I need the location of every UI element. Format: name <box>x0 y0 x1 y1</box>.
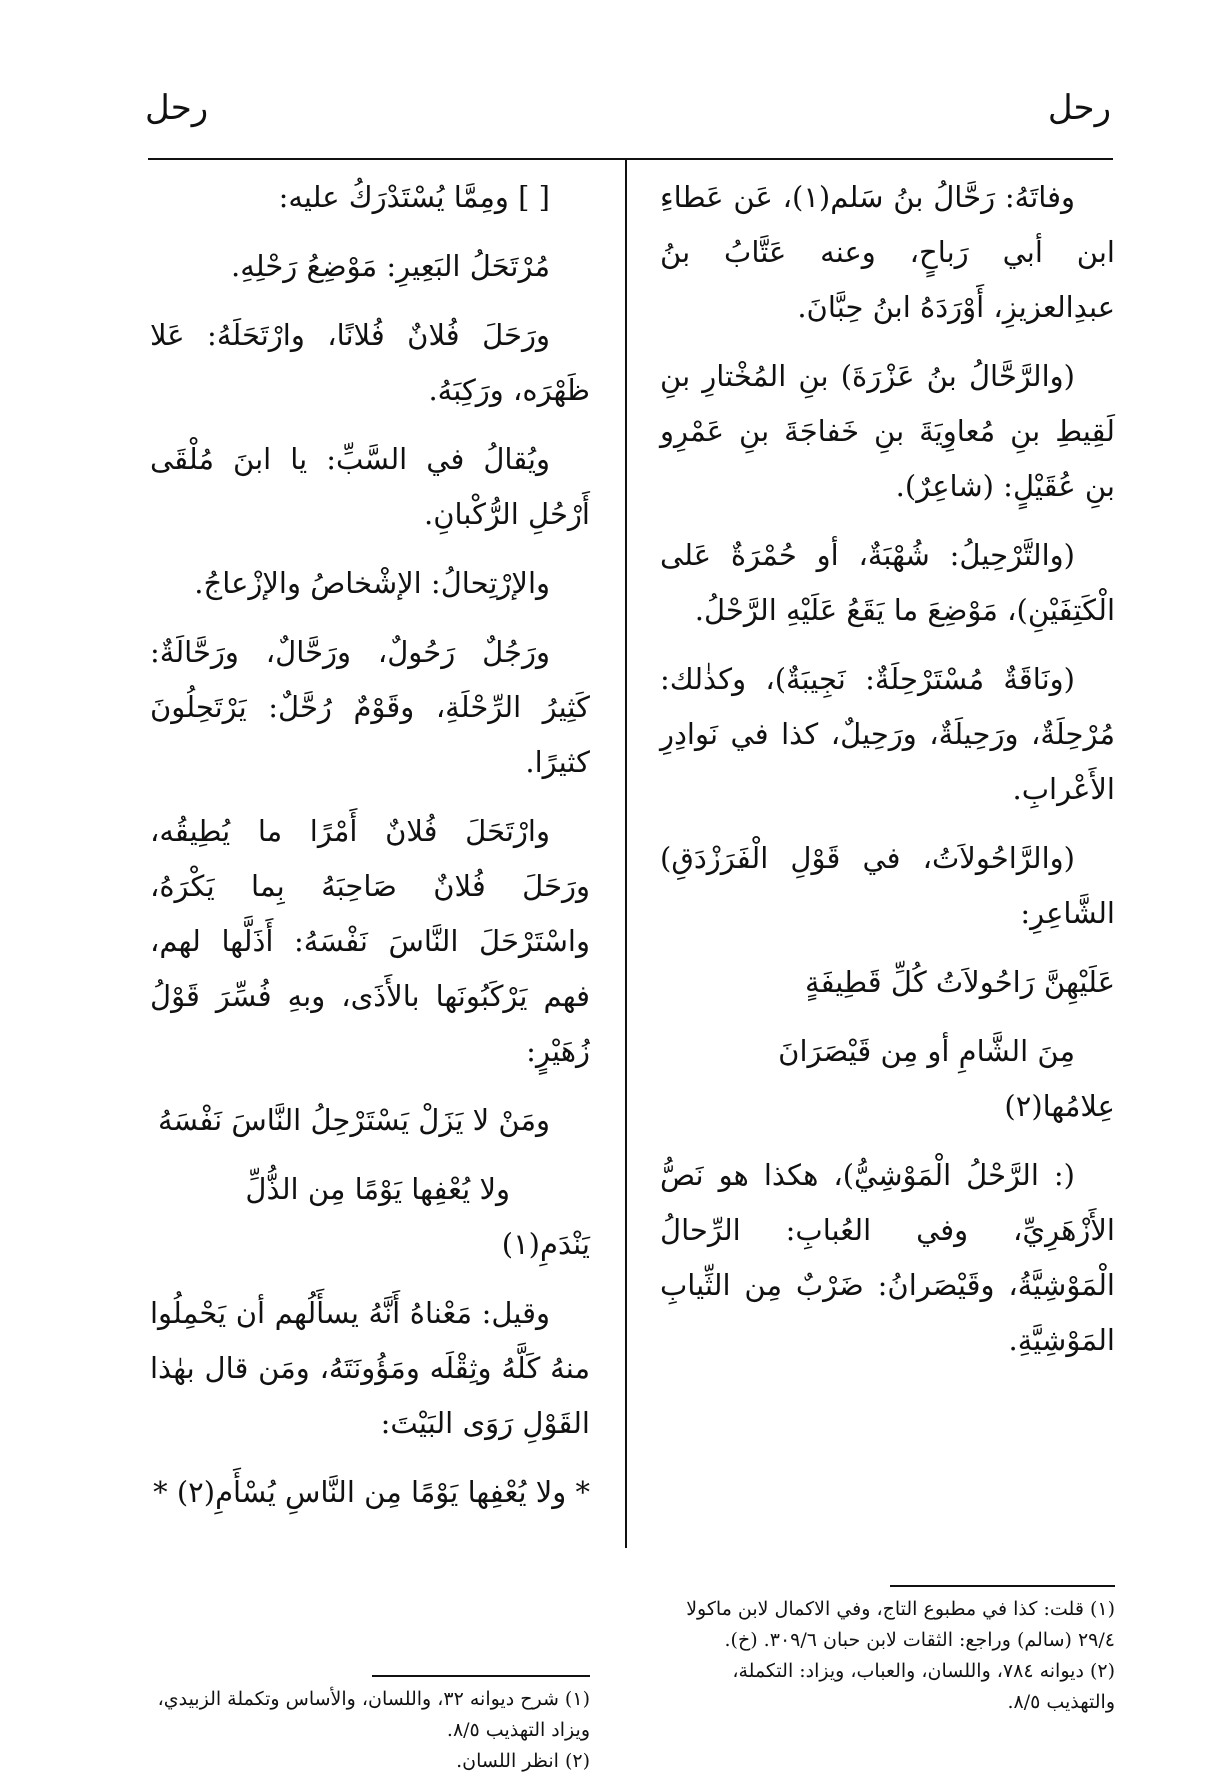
footnote-rule-left <box>372 1675 590 1677</box>
footnote: (٢) ديوانه ٧٨٤، واللسان، والعباب، ويزاد: التكملة، والتهذيب ٨/٥. <box>732 1660 1115 1713</box>
header-rule <box>148 158 1113 160</box>
verse-line: * ولا يُعْفِها يَوْمًا مِن النَّاسِ يُسْأَمِ(٢) * <box>153 1475 590 1509</box>
footnotes-right <box>660 1594 1115 1718</box>
entry-paragraph: وفاتَهُ: رَحَّالُ بنُ سَلم(١)، عَن عَطاءِ ابن أبي رَباحٍ، وعنه عَتَّابُ بنُ عبدِالعزيزِ، أَوْرَدَهُ ابنُ حِبَّانَ. <box>660 180 1115 324</box>
entry-paragraph: (: الرَّحْلُ الْمَوْشِيُّ)، هكذا هو نَصُّ الأَزْهَرِيِّ، وفي العُبابِ: الرِّحالُ الْمَوْشِيَّةُ، وقَيْصَرانُ: ضَرْبٌ مِن الثِّيابِ المَوْشِيَّةِ. <box>660 1158 1115 1357</box>
entry-paragraph: ويُقالُ في السَّبِّ: يا ابنَ مُلْقَى أَرْحُلِ الرُّكْبانِ. <box>150 442 590 531</box>
running-header-left: رحل <box>145 88 209 128</box>
footnote: (٢) انظر اللسان. <box>456 1750 590 1772</box>
column-divider <box>625 158 627 1548</box>
entry-paragraph: (والرَّاحُولاَتُ، في قَوْلِ الْفَرَزْدَقِ) الشَّاعِرِ: <box>660 841 1115 930</box>
left-column <box>150 170 590 1534</box>
verse-line: مِنَ الشَّامِ أو مِن قَيْصَرَانَ عِلامُها(٢) <box>778 1034 1115 1123</box>
section-heading: [ ] ومِمَّا يُسْتَدْرَكُ عليه: <box>278 180 550 214</box>
verse-line: عَلَيْهِنَّ رَاحُولاَتُ كُلِّ قَطِيفَةٍ <box>805 965 1115 999</box>
footnote: (١) قلت: كذا في مطبوع التاج، وفي الاكمال لابن ماكولا ٢٩/٤ (سالم) وراجع: الثقات لابن حبان ٣٠٩/٦. (خ). <box>686 1598 1115 1651</box>
entry-paragraph: (ونَاقَةٌ مُسْتَرْحِلَةٌ: نَجِيبَةٌ)، وكذٰلك: مُرْحِلَةٌ، ورَحِيلَةٌ، ورَحِيلٌ، كذا في نَوادِرِ الأَعْرابِ. <box>660 662 1115 806</box>
footnote: (١) شرح ديوانه ٣٢، واللسان، والأساس وتكملة الزبيدي، ويزاد التهذيب ٨/٥. <box>157 1688 590 1741</box>
footnote-rule-right <box>890 1585 1115 1587</box>
entry-paragraph: وارْتَحَلَ فُلانٌ أَمْرًا ما يُطِيقُه، ورَحَلَ فُلانٌ صَاحِبَهُ بِما يَكْرَهُ، واسْتَرْحَلَ النَّاسَ نَفْسَهُ: أَذَلَّها لهم، فهم يَرْكَبُونَها بالأَذَى، وبهِ فُسِّرَ قَوْلُ زُهَيْرٍ: <box>150 814 590 1068</box>
entry-paragraph: (والرَّحَّالُ بنُ عَزْرَةَ) بنِ المُخْتارِ بنِ لَقِيطِ بنِ مُعاوِيَةَ بنِ خَفاجَةَ بنِ عَمْرِو بنِ عُقَيْلٍ: (شاعِرٌ). <box>660 359 1115 503</box>
entry-paragraph: وقيل: مَعْناهُ أَنَّهُ يسأَلُهم أن يَحْمِلُوا منهُ كَلَّهُ وثِقْلَه ومَؤُونَتَهُ، ومَن قال بهٰذا القَوْلِ رَوَى البَيْتَ: <box>150 1296 590 1440</box>
entry-paragraph: والإرْتِحالُ: الإشْخاصُ والإزْعاجُ. <box>194 566 550 600</box>
verse-line: ولا يُعْفِها يَوْمًا مِن الذُّلِّ يَنْدَمِ(١) <box>245 1172 590 1261</box>
entry-paragraph: ورَجُلٌ رَحُولٌ، ورَحَّالٌ، ورَحَّالَةٌ: كَثِيرُ الرِّحْلَةِ، وقَوْمٌ رُحَّلٌ: يَرْتَحِلُونَ كثيرًا. <box>150 635 590 779</box>
footnotes-left <box>150 1684 590 1777</box>
entry-paragraph: (والتَّرْحِيلُ: شُهْبَةٌ، أو حُمْرَةٌ عَلى الْكَتِفَيْنِ)، مَوْضِعَ ما يَقَعُ عَلَيْهِ الرَّحْلُ. <box>660 538 1115 627</box>
entry-paragraph: مُرْتَحَلُ البَعِيرِ: مَوْضِعُ رَحْلِهِ. <box>231 249 550 283</box>
right-column <box>660 170 1115 1382</box>
entry-paragraph: ورَحَلَ فُلانٌ فُلانًا، وارْتَحَلَهُ: عَلا ظَهْرَه، ورَكِبَهُ. <box>150 318 590 407</box>
verse-line: ومَنْ لا يَزَلْ يَسْتَرْحِلُ النَّاسَ نَفْسَهُ <box>157 1103 550 1137</box>
running-header-right: رحل <box>1047 88 1111 128</box>
